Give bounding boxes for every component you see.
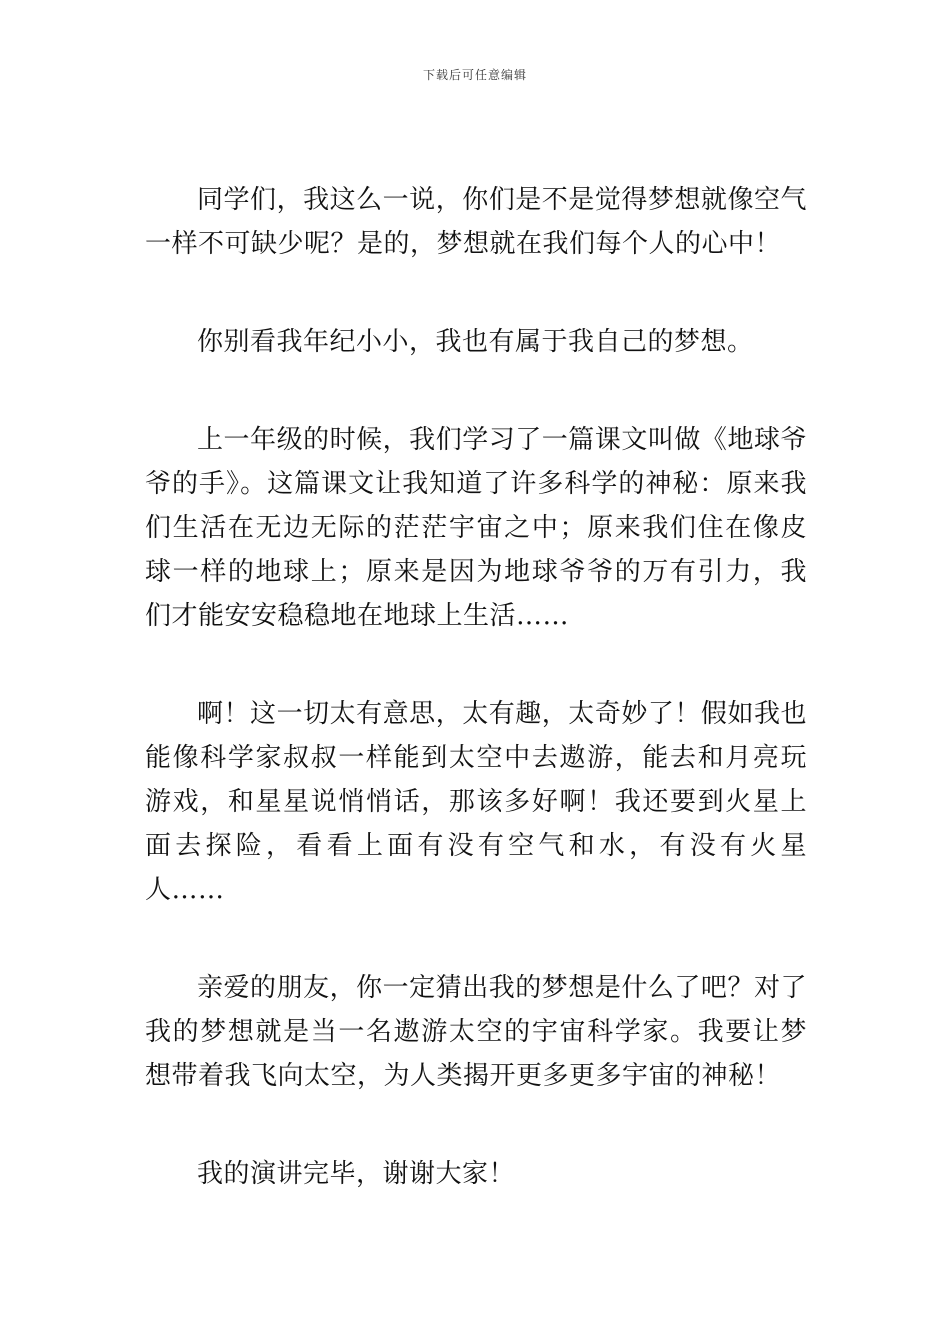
paragraph-6: 我的演讲完毕，谢谢大家！: [197, 1159, 516, 1189]
header-note: 下载后可任意编辑: [422, 68, 527, 82]
paragraph-2: 你别看我年纪小小，我也有属于我自己的梦想。: [197, 327, 754, 357]
paragraph-4: 啊！这一切太有意思，太有趣，太奇妙了！假如我也能像科学家叔叔一样能到太空中去遨游，能去和月亮玩游戏，和星星说悄悄话，那该多好啊！我还要到火星上面去探险，看看上面有没有空气和水，有没有火星人……: [145, 699, 807, 905]
paragraph-5: 亲爱的朋友，你一定猜出我的梦想是什么了吧？对了我的梦想就是当一名遨游太空的宇宙科学家。我要让梦想带着我飞向太空，为人类揭开更多更多宇宙的神秘！: [145, 973, 807, 1091]
paragraph-3: 上一年级的时候，我们学习了一篇课文叫做《地球爷爷的手》。这篇课文让我知道了许多科学的神秘：原来我们生活在无边无际的茫茫宇宙之中；原来我们住在像皮球一样的地球上；原来是因为地球爷爷的万有引力，我们才能安安稳稳地在地球上生活……: [145, 425, 807, 631]
document-body: [145, 178, 807, 1250]
paragraph-1: 同学们，我这么一说，你们是不是觉得梦想就像空气一样不可缺少呢？是的，梦想就在我们每个人的心中！: [145, 185, 807, 259]
